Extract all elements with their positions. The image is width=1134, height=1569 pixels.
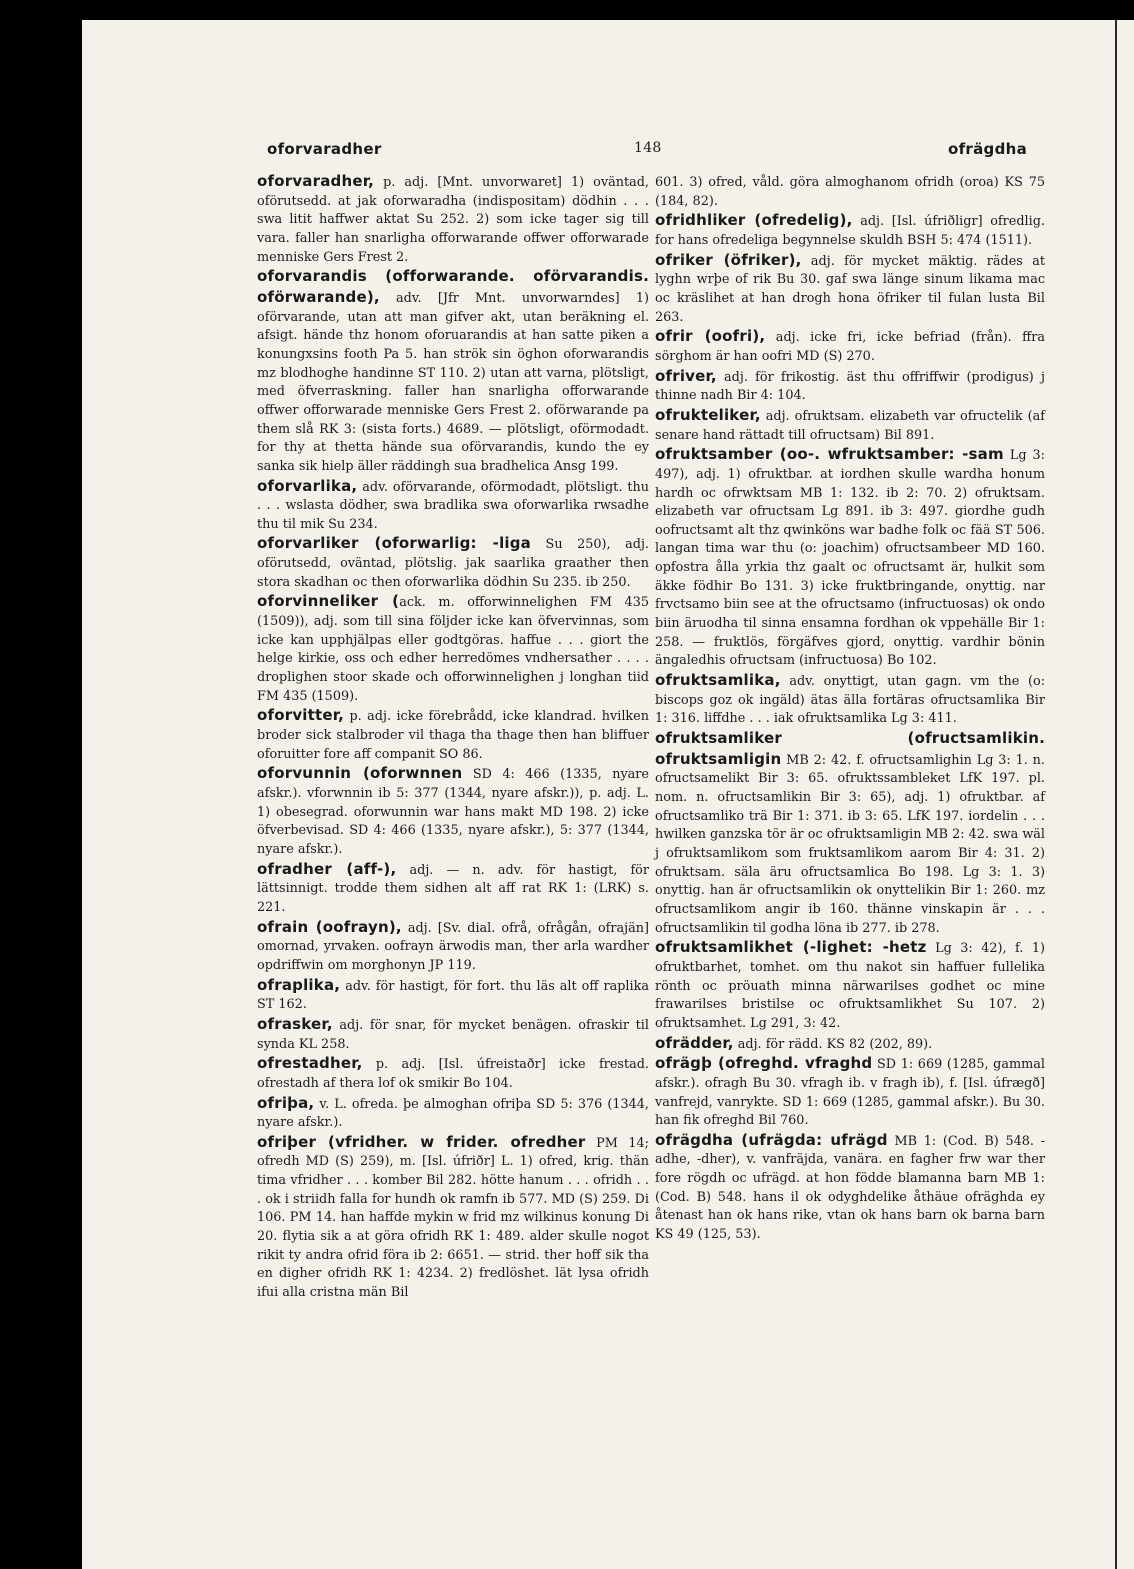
headword: oforvarliker (oforwarlig: -liga: [257, 534, 532, 553]
entry-body: ack. m. offorwinnelighen FM 435 (1509)), adj. som till sina följder icke kan öfvervinnas, som icke kan upphjälpas eller godtgöras. haffue . . . giort the helge kirkie, oss och edher herredömes vndhersather . . . . droplighen stoor skade och offorwinnelighen j longhan tiid FM 435 (1509).: [257, 595, 649, 704]
page-number: 148: [634, 140, 662, 156]
dictionary-entry: [655, 406, 1045, 445]
dictionary-entry: [257, 764, 649, 859]
dictionary-entry: [655, 729, 1045, 938]
dictionary-entry-continuation: [655, 172, 1045, 211]
entry-body: p. adj. [Isl. úfreistaðr] icke frestad. ofrestadh af thera lof ok smikir Bo 104.: [257, 1057, 649, 1091]
headword: ofrir (oofri),: [655, 327, 766, 346]
entry-body: adj. [Sv. dial. ofrå, ofrågån, ofrajän] omornad, yrvaken. oofrayn ärwodis man, ther arla wardher opdriffwin om morghonyn JP 119.: [257, 920, 649, 973]
dictionary-entry: [655, 211, 1045, 250]
headword: ofrägþ (ofreghd. vfraghd: [655, 1054, 873, 1073]
dictionary-entry: [257, 1054, 649, 1093]
dictionary-entry: [655, 327, 1045, 366]
dictionary-entry: [257, 1133, 649, 1303]
dictionary-entry: [257, 918, 649, 976]
dictionary-entry: [655, 671, 1045, 729]
page-edge: [1115, 20, 1117, 1569]
entry-body: 601. 3) ofred, våld. göra almoghanom ofridh (oroa) KS 75 (184, 82).: [655, 175, 1045, 209]
dictionary-entry: [257, 1015, 649, 1054]
entry-body: adj. icke fri, icke befriad (från). ffra sörghom är han oofri MD (S) 270.: [655, 330, 1046, 364]
headword: ofriker (öfriker),: [655, 250, 802, 269]
entry-body: adj. ofruktsam. elizabeth var ofructelik (af senare hand rättadt till ofructsam) Bil 891.: [655, 408, 1045, 443]
headword: ofruktsamber (oo-. wfruktsamber: -sam: [655, 445, 1004, 464]
entry-body: p. adj. [Mnt. unvorwaret] 1) oväntad, oförutsedd. at jak oforwaradha (indispositam) dödhin . . . swa litit haffwer aktat Su 252. 2) som icke tager sig till vara. faller han snarligha offorwarande offwer offorwarade menniske Gers Frest 2.: [257, 175, 649, 265]
headword: ofrasker,: [257, 1014, 333, 1033]
entry-body: SD 1: 669 (1285, gammal afskr.). ofragh Bu 30. vfragh ib. v fragh ib), f. [Isl. úfrægð] vanfrejd, vanrykte. SD 1: 669 (1285, gammal afskr.). Bu 30. han fik ofreghd Bil 760.: [655, 1057, 1045, 1129]
dictionary-entry: [257, 976, 649, 1015]
headword: ofriver,: [655, 366, 717, 385]
headword: ofruktsamlika,: [655, 671, 781, 690]
entry-body: p. adj. icke förebrådd, icke klandrad. hvilken broder sick stalbroder vil thaga tha thage then han bliffuer oforuitter fore aff companit SO 86.: [257, 709, 649, 762]
headword: oforvaradher,: [257, 172, 375, 190]
dictionary-entry: [655, 1131, 1045, 1245]
headword: ofriþer (vfridher. w frider. ofredher: [257, 1132, 586, 1151]
headword: oforvitter,: [257, 706, 345, 725]
right-column: [655, 172, 1045, 1245]
entry-body: adj. för frikostig. äst thu offriffwir (prodigus) j thinne nadh Bir 4: 104.: [655, 369, 1045, 404]
entry-body: adv. för hastigt, för fort. thu läs alt off raplika ST 162.: [257, 978, 649, 1013]
dictionary-entry: [655, 445, 1045, 671]
dictionary-entry: [257, 172, 649, 267]
dictionary-entry: [655, 367, 1045, 406]
headword: ofrädder,: [655, 1033, 734, 1052]
entry-body: PM 14; ofredh MD (S) 259), m. [Isl. úfriðr] L. 1) ofred, krig. thän tima vfridher . . . komber Bil 282. hötte hanum . . . ofridh . . . ok i striidh falla for hundh ok ramfn ib 577. MD (S) 259. Di 106. PM 14. han haffde mykin w frid mz wilkinus konung Di 20. flytia sik a at göra ofridh RK 1: 489. alder skulle nogot rikit ty andra ofrid föra ib 2: 6651. — strid. ther hoff sik tha en digher ofridh RK 1: 4234. 2) fredlöshet. lät lysa ofridh ifui alla cristna män Bil: [257, 1135, 649, 1301]
entry-body: Lg 3: 497), adj. 1) ofruktbar. at iordhen skulle wardha honum hardh oc ofrwktsam MB 1: 132. ib 2: 70. 2) ofruktsam. elizabeth var ofructsam Lg 891. ib 3: 497. giordhe gudh oofructsamt alt thz qwinköns war badhe folk oc fää ST 506. langan tima war thu (o: joachim) ofructsambeer MD 160. opfostra ålla yrkia thz gaalt oc ofructsamt är, hulkit som äkke födhir Bo 131. 3) icke fruktbringande, onyttig. nar frvctsamo biin see at the ofructsamo (infructuosas) ok ondo biin äruodha til sinna ensamna fordhan ok vppehälle Bir 1: 258. — fruktlös, förgäfves gjord, onyttig. vardhir bönin ängaledhis ofructsam (infructuosa) Bo 102.: [655, 448, 1045, 669]
entry-body: adv. onyttigt, utan gagn. vm the (o: biscops goz ok ingäld) ätas älla fortäras ofructsamlika Bir 1: 316. liffdhe . . . iak ofruktsamlika Lg 3: 411.: [655, 674, 1045, 727]
dictionary-entry: [257, 1094, 649, 1133]
dictionary-entry: [655, 1054, 1045, 1131]
headword: ofridhliker (ofredelig),: [655, 211, 853, 230]
entry-body: Lg 3: 42), f. 1) ofruktbarhet, tomhet. om thu nakot sin haffuer fullelika rönth oc pröuath minna närwarilses godhet oc mine frawarilses bristilse oc ofruktsamlikhet Su 107. 2) ofruktsamhet. Lg 291, 3: 42.: [655, 941, 1046, 1031]
headword: oforvunnin (oforwnnen: [257, 764, 463, 783]
entry-body: adv. oförvarande, oförmodadt, plötsligt. thu . . . wslasta dödher, swa bradlika swa oforwarlika rwsadhe thu til mik Su 234.: [257, 479, 649, 532]
entry-body: MB 2: 42. f. ofructsamlighin Lg 3: 1. n. ofructsamelikt Bir 3: 65. ofruktssambleket LfK 197. pl. nom. n. ofructsamlikin Bir 3: 65), adj. 1) ofruktbar. af ofructsamliko trä Bir 1: 371. ib 3: 65. LfK 197. iordelin . . . hwilken ganzska tör är oc ofruktsamligin MB 2: 42. swa wäl j ofruktsamlikom som fruktsamlikom aarom Bir 4: 31. 2) ofruktsam. säla äru ofructsamlica Bo 198. Lg 3: 1. 3) onyttig. han är ofructsamlikin ok onyttelikin Bir 1: 260. mz ofructsamlikom angir ib 160. thänne vinskapin är . . . ofructsamlikin til godha löna ib 277. ib 278.: [655, 752, 1045, 936]
entry-body: MB 1: (Cod. B) 548. -adhe, -dher), v. vanfräjda, vanära. en fagher frw war ther fore rögdh oc ufrägd. at hon födde blamanna barn MB 1: (Cod. B) 548. hans il ok odyghdelike åthäue ofräghda ey åtenast han ok hans rike, vtan ok hans barn ok barna barn KS 49 (125, 53).: [655, 1133, 1045, 1243]
dictionary-entry: [257, 267, 649, 476]
headword: ofrägdha (ufrägda: ufrägd: [655, 1130, 888, 1149]
entry-body: adj. för rädd. KS 82 (202, 89).: [733, 1036, 933, 1052]
dictionary-entry: [257, 706, 649, 764]
headword: ofrestadher,: [257, 1054, 363, 1073]
running-head-left: oforvaradher: [267, 140, 382, 158]
entry-body: SD 4: 466 (1335, nyare afskr.). vforwnnin ib 5: 377 (1344, nyare afskr.)), p. adj. L. 1) obesegrad. oforwunnin war hans makt MD 198. 2) icke öfverbevisad. SD 4: 466 (1335, nyare afskr.), 5: 377 (1344, nyare afskr.).: [257, 767, 650, 857]
entry-body: adj. för mycket mäktig. rädes at lyghn wrþe of rik Bu 30. gaf swa länge sinum likama mac oc kräslihet at han drogh hona öfriker til fulan lusta Bil 263.: [655, 253, 1046, 325]
entry-body: adv. [Jfr Mnt. unvorwarndes] 1) oförvarande, utan att man gifver akt, utan beräkning el. afsigt. hände thz honom oforuarandis at han satte piken a konungxsins footh Pa 5. han strök sin öghon oforwarandis mz blodhoghe handinne ST 110. 2) utan att varna, plötsligt, med öfverraskning. faller han snarligha offorwarande offwer offorwarade menniske Gers Frest 2. oförwarande pa them slå RK 3: (sista forts.) 4689. — plötsligt, oförmodadt. for thy at thetta hände sua oförvarandis, kundo the ey sanka sik hielp äller räddingh sua bradhelica Ansg 199.: [257, 290, 649, 474]
headword: ofrukteliker,: [655, 405, 761, 424]
entry-body: adj. för snar, för mycket benägen. ofraskir til synda KL 258.: [257, 1017, 649, 1052]
dictionary-entry: [257, 592, 649, 706]
dictionary-entry: [655, 1034, 1045, 1055]
dictionary-entry: [257, 534, 649, 592]
headword: ofrain (oofrayn),: [257, 917, 402, 936]
entry-body: adj. — n. adv. för hastigt, för lättsinnigt. trodde them sidhen alt aff rat RK 1: (LRK) s. 221.: [257, 862, 650, 915]
headword: oforvarandis (offorwarande. oförvarandis. oförwarande),: [257, 267, 649, 306]
headword: ofruktsamlikhet (-lighet: -hetz: [655, 938, 927, 957]
headword: ofradher (aff-),: [257, 859, 397, 878]
entry-body: v. L. ofreda. þe almoghan ofriþa SD 5: 376 (1344, nyare afskr.).: [257, 1096, 649, 1131]
dictionary-entry: [655, 251, 1045, 328]
headword: ofriþa,: [257, 1093, 315, 1112]
dictionary-entry: [257, 860, 649, 918]
headword: ofraplika,: [257, 975, 341, 994]
dictionary-entry: [257, 477, 649, 535]
entry-body: adj. [Isl. úfriðligr] ofredlig. for hans ofredeliga begynnelse skuldh BSH 5: 474 (1511).: [655, 214, 1045, 248]
headword: oforvinneliker (: [257, 592, 400, 611]
headword: oforvarlika,: [257, 476, 358, 495]
dictionary-entry: [655, 938, 1045, 1033]
running-head-right: ofrägdha: [948, 140, 1028, 158]
left-column: [257, 172, 649, 1303]
entry-body: Su 250), adj. oförutsedd, oväntad, plötslig. jak saarlika graather then stora skadhan oc then oforwarlika dödhin Su 235. ib 250.: [257, 537, 649, 590]
headword: ofruktsamliker (ofructsamlikin. ofruktsamligin: [655, 729, 1045, 768]
